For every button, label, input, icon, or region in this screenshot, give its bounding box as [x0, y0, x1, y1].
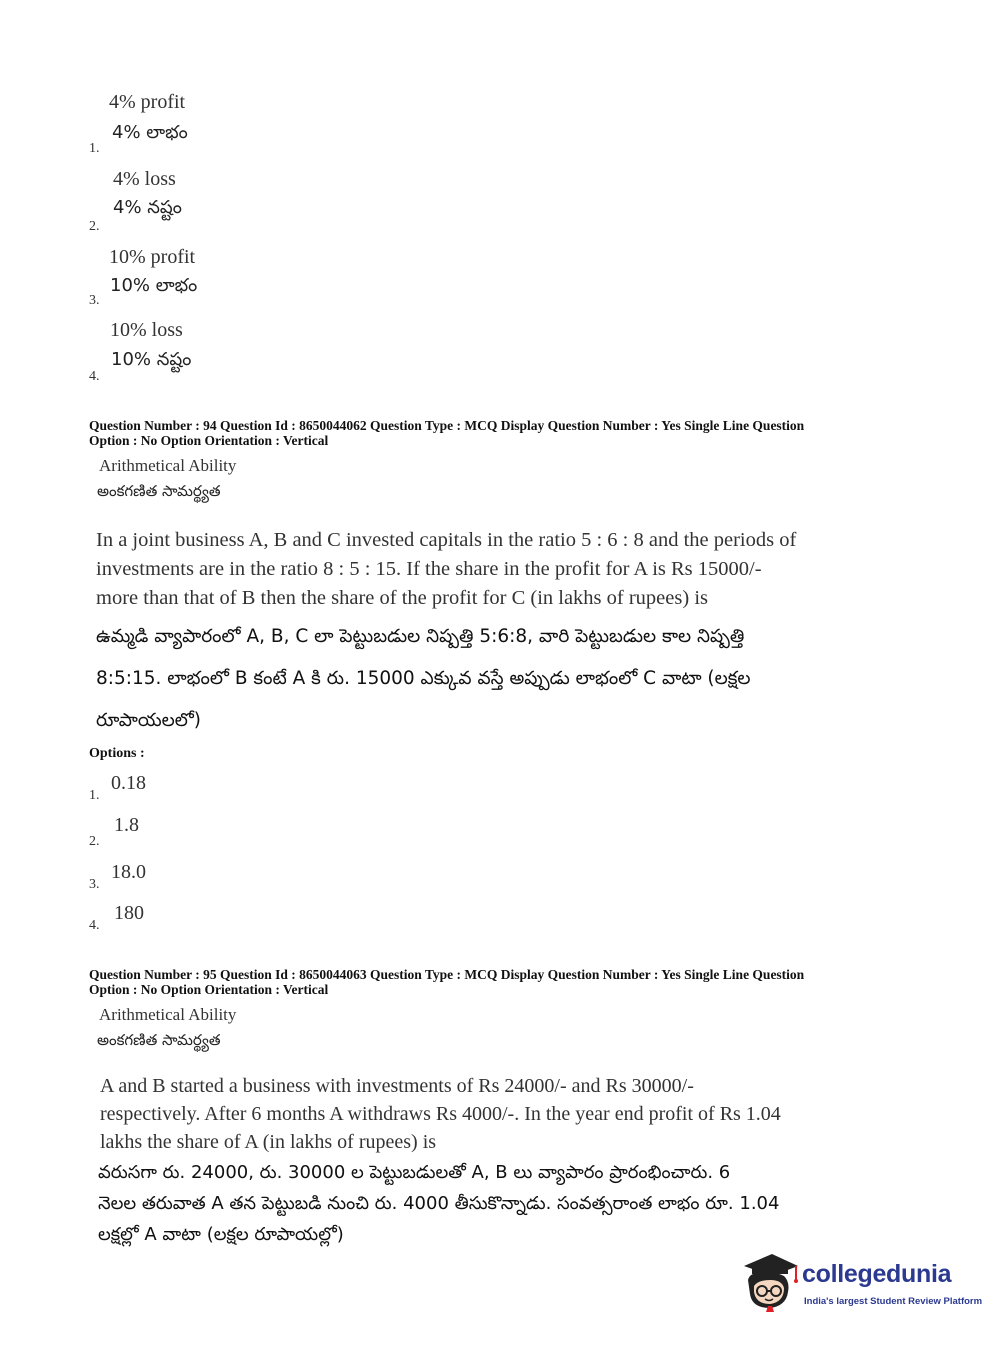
- question-94-options-label: Options :: [89, 746, 145, 761]
- prev-option-4-en: 10% loss: [110, 319, 183, 341]
- prev-option-2-te: 4% నష్టం: [113, 197, 182, 218]
- question-94-option-2[interactable]: 1.8: [114, 814, 139, 836]
- brand-tagline: India's largest Student Review Platform: [804, 1296, 983, 1307]
- question-95-header-line-1: Question Number : 95 Question Id : 8650044063 Question Type : MCQ Display Question Number : Yes Single Line Question: [89, 967, 805, 982]
- prev-option-1-en: 4% profit: [109, 91, 186, 113]
- question-94-subject-en: Arithmetical Ability: [99, 456, 237, 475]
- question-94-text-en: [96, 526, 896, 613]
- question-94-text-te-line: 8:5:15. లాభంలో B కంటే A కి రు. 15000 ఎక్కువ వస్తే అప్పుడు లాభంలో C వాటా (లక్షల: [96, 668, 751, 689]
- question-94-header: [89, 418, 889, 448]
- question-94-text-te-line: రూపాయలలో): [96, 710, 201, 731]
- question-95-subject-te: అంకగణిత సామర్థ్యత: [97, 1031, 221, 1049]
- question-94-option-1[interactable]: 0.18: [111, 772, 146, 794]
- question-95-text-te-line: లక్షల్లో A వాటా (లక్షల రూపాయల్లో): [98, 1224, 344, 1245]
- question-94-text-en-line: more than that of B then the share of the profit for C (in lakhs of rupees) is: [96, 587, 708, 609]
- prev-option-3-number: 3.: [89, 293, 100, 308]
- question-94-option-3-number: 3.: [89, 877, 100, 892]
- mascot-icon: [738, 1250, 800, 1312]
- question-95-subject-en: Arithmetical Ability: [99, 1005, 237, 1024]
- question-95-text-en-line: respectively. After 6 months A withdraws Rs 4000/-. In the year end profit of Rs 1.04: [100, 1103, 781, 1125]
- prev-option-4-number: 4.: [89, 369, 100, 384]
- prev-option-1-te: 4% లాభం: [112, 122, 188, 143]
- question-94-header-line-2: Option : No Option Orientation : Vertical: [89, 433, 329, 448]
- question-95-text-en: [100, 1072, 890, 1156]
- question-94-option-4-number: 4.: [89, 918, 100, 933]
- question-94-option-3[interactable]: 18.0: [111, 861, 146, 883]
- collegedunia-watermark: [738, 1244, 983, 1316]
- question-94-header-line-1: Question Number : 94 Question Id : 8650044062 Question Type : MCQ Display Question Number : Yes Single Line Question: [89, 418, 805, 433]
- question-94-option-2-number: 2.: [89, 834, 100, 849]
- question-94-text-en-line: investments are in the ratio 8 : 5 : 15. If the share in the profit for A is Rs 15000/-: [96, 558, 762, 580]
- question-95-text-te: [98, 1157, 938, 1250]
- question-94-text-en-line: In a joint business A, B and C invested capitals in the ratio 5 : 6 : 8 and the periods of: [96, 529, 797, 551]
- prev-option-2-number: 2.: [89, 219, 100, 234]
- question-95-header-line-2: Option : No Option Orientation : Vertical: [89, 982, 329, 997]
- question-95-text-en-line: lakhs the share of A (in lakhs of rupees) is: [100, 1131, 437, 1153]
- question-95-text-en-line: A and B started a business with investments of Rs 24000/- and Rs 30000/-: [100, 1075, 694, 1097]
- prev-option-1-number: 1.: [89, 141, 100, 156]
- question-94-option-4[interactable]: 180: [114, 902, 144, 924]
- question-94-option-1-number: 1.: [89, 788, 100, 803]
- brand-name: collegedunia: [802, 1260, 952, 1288]
- prev-option-2-en: 4% loss: [113, 168, 176, 190]
- question-94-subject-te: అంకగణిత సామర్థ్యత: [97, 482, 221, 500]
- prev-option-3-te: 10% లాభం: [110, 275, 198, 296]
- question-94-text-te: [96, 616, 916, 742]
- question-95-text-te-line: నెలల తరువాత A తన పెట్టుబడి నుంచి రు. 4000 తీసుకొన్నాడు. సంవత్సరాంత లాభం రూ. 1.04: [98, 1193, 780, 1214]
- prev-option-4-te: 10% నష్టం: [111, 349, 192, 370]
- prev-option-3-en: 10% profit: [109, 246, 196, 268]
- question-94-text-te-line: ఉమ్మడి వ్యాపారంలో A, B, C లా పెట్టుబడుల నిష్పత్తి 5:6:8, వారి పెట్టుబడుల కాల నిష్పత్తి: [96, 626, 745, 647]
- question-95-text-te-line: వరుసగా రు. 24000, రు. 30000 ల పెట్టుబడులతో A, B లు వ్యాపారం ప్రారంభించారు. 6: [98, 1162, 731, 1183]
- question-95-header: [89, 967, 889, 997]
